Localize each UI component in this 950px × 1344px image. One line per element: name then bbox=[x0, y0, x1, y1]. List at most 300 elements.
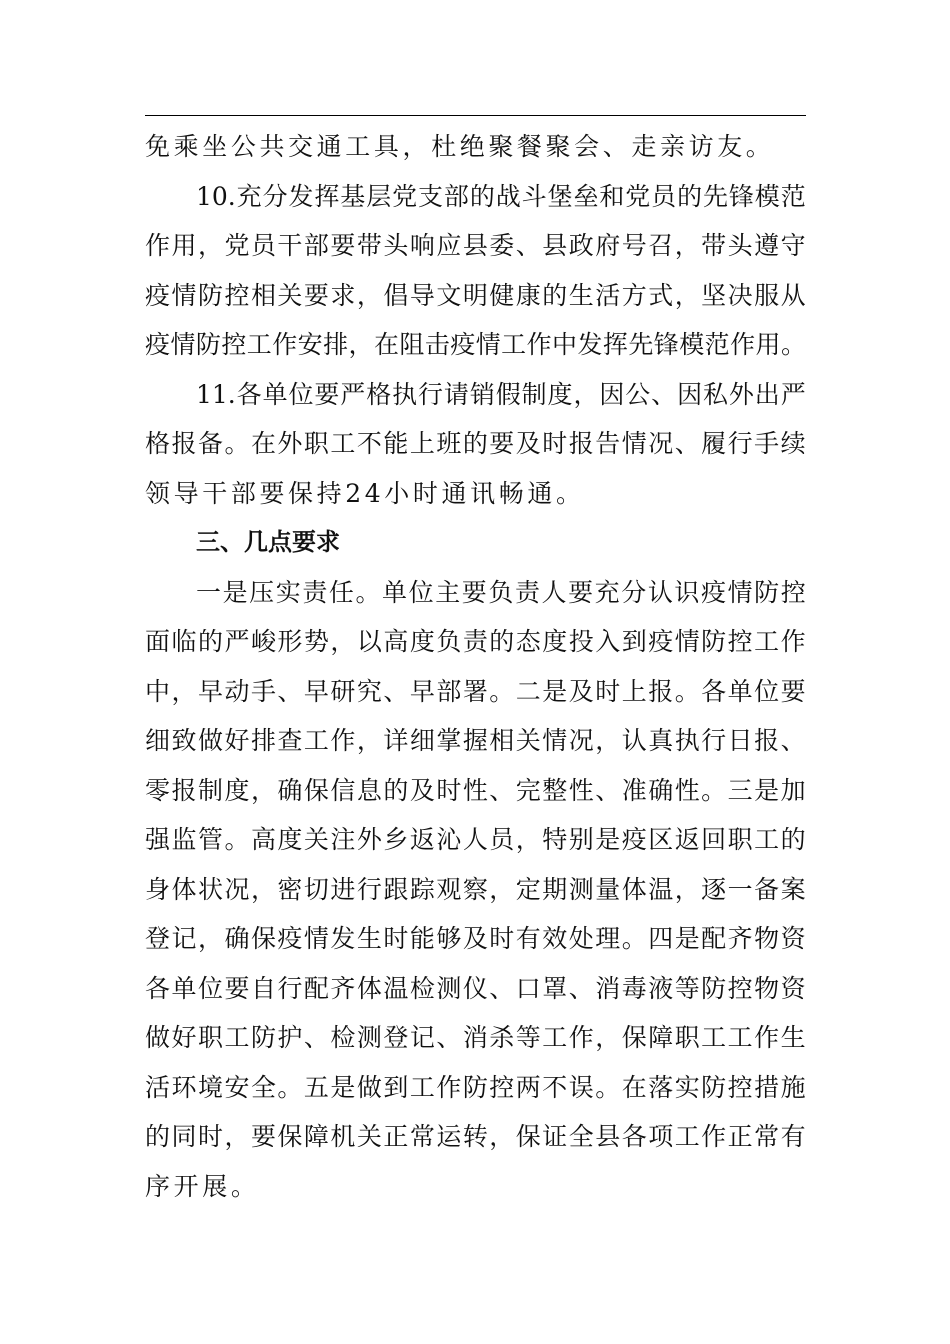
text-glyph: 期 bbox=[542, 874, 568, 904]
text-glyph: 性 bbox=[674, 775, 700, 805]
text-glyph: 。 bbox=[621, 924, 647, 953]
text-glyph: 续 bbox=[780, 429, 806, 458]
text-glyph: 返 bbox=[674, 825, 700, 854]
text-glyph: 活 bbox=[145, 1072, 171, 1102]
text-glyph: 出 bbox=[754, 379, 780, 409]
text-glyph: 层 bbox=[366, 181, 392, 211]
text-glyph: 关 bbox=[515, 726, 541, 755]
text-glyph: 党 bbox=[224, 231, 250, 260]
text-glyph: 决 bbox=[727, 280, 753, 310]
paragraph-line bbox=[145, 667, 806, 717]
text-glyph: 。 bbox=[745, 132, 775, 161]
text-glyph: 势 bbox=[303, 627, 329, 656]
text-glyph: ， bbox=[595, 1023, 621, 1052]
text-glyph: 充 bbox=[236, 181, 262, 211]
text-glyph: 齐 bbox=[330, 973, 356, 1003]
text-glyph: 职 bbox=[674, 1023, 700, 1052]
text-glyph: 情 bbox=[727, 577, 753, 607]
text-glyph: 党 bbox=[392, 181, 418, 211]
text-glyph: 工 bbox=[674, 1122, 700, 1151]
text-glyph: 在 bbox=[621, 1072, 647, 1102]
text-glyph: 情 bbox=[621, 429, 647, 458]
text-glyph: 行 bbox=[277, 973, 303, 1003]
text-glyph: 。 bbox=[224, 825, 250, 854]
text-glyph: ， bbox=[250, 775, 276, 805]
text-glyph: 告 bbox=[595, 429, 621, 458]
text-glyph: 安 bbox=[224, 1072, 250, 1102]
header-rule bbox=[145, 115, 806, 116]
text-glyph: 绝 bbox=[459, 132, 489, 161]
document-body bbox=[145, 122, 806, 1211]
text-glyph: 特 bbox=[542, 825, 568, 854]
text-glyph: 转 bbox=[462, 1122, 488, 1151]
text-glyph: 峻 bbox=[250, 627, 276, 656]
text-glyph: 挥 bbox=[314, 181, 340, 211]
text-glyph: 观 bbox=[436, 874, 462, 904]
text-glyph: 况 bbox=[224, 874, 250, 904]
text-glyph: 温 bbox=[383, 973, 409, 1003]
text-glyph: 疫 bbox=[621, 825, 647, 854]
paragraph-line bbox=[145, 815, 806, 865]
text-glyph: 干 bbox=[277, 231, 303, 260]
text-glyph: 控 bbox=[727, 973, 753, 1003]
text-glyph: 情 bbox=[475, 330, 501, 359]
text-glyph: 的 bbox=[489, 627, 515, 656]
text-glyph: 用 bbox=[755, 330, 781, 359]
text-glyph: 要 bbox=[314, 379, 340, 409]
text-glyph: ， bbox=[674, 280, 700, 310]
text-glyph: ， bbox=[573, 379, 599, 409]
text-glyph: 职 bbox=[197, 1023, 223, 1052]
text-glyph: 物 bbox=[754, 924, 780, 953]
text-glyph: 县 bbox=[462, 231, 488, 260]
text-glyph: 工 bbox=[303, 726, 329, 755]
text-glyph: 性 bbox=[462, 775, 488, 805]
text-glyph: 带 bbox=[356, 231, 382, 260]
text-glyph: 作 bbox=[754, 1023, 780, 1052]
text-glyph: 完 bbox=[515, 775, 541, 805]
text-glyph: 保 bbox=[621, 1023, 647, 1052]
text-glyph: 通 bbox=[441, 478, 471, 508]
text-glyph: 要 bbox=[250, 1122, 276, 1151]
paragraph-line bbox=[145, 320, 806, 370]
text-glyph: 负 bbox=[488, 577, 514, 607]
text-glyph: 控 bbox=[727, 1072, 753, 1102]
text-glyph: 范 bbox=[780, 181, 806, 211]
text-glyph: 认 bbox=[621, 726, 647, 755]
text-glyph: 时 bbox=[436, 775, 462, 805]
text-glyph: 守 bbox=[780, 231, 806, 260]
text-glyph: 面 bbox=[145, 627, 171, 656]
text-glyph: 党 bbox=[625, 181, 651, 211]
text-glyph: 度 bbox=[224, 775, 250, 805]
text-glyph: 坐 bbox=[202, 132, 231, 161]
text-glyph: 效 bbox=[542, 924, 568, 953]
text-glyph: 区 bbox=[648, 825, 674, 854]
text-glyph: 10. bbox=[196, 181, 236, 211]
text-glyph: 高 bbox=[383, 627, 409, 656]
text-glyph: 早 bbox=[303, 676, 329, 706]
text-glyph: 方 bbox=[621, 280, 647, 310]
text-glyph: 文 bbox=[436, 280, 462, 310]
text-glyph: 明 bbox=[462, 280, 488, 310]
text-glyph: 执 bbox=[674, 726, 700, 755]
text-glyph: 位 bbox=[754, 676, 780, 706]
text-glyph: 坚 bbox=[701, 280, 727, 310]
text-glyph: 、 bbox=[277, 676, 303, 706]
text-glyph: 项 bbox=[648, 1122, 674, 1151]
text-glyph: 及 bbox=[568, 676, 594, 706]
text-glyph: ， bbox=[595, 726, 621, 755]
text-glyph: 带 bbox=[701, 231, 727, 260]
text-glyph: 行 bbox=[701, 726, 727, 755]
text-glyph: 工 bbox=[330, 429, 356, 458]
text-glyph: 位 bbox=[408, 577, 434, 607]
text-glyph: 防 bbox=[701, 627, 727, 656]
text-glyph: 制 bbox=[521, 379, 547, 409]
text-glyph: 部 bbox=[436, 676, 462, 706]
text-glyph: 格 bbox=[145, 429, 171, 458]
text-glyph: 体 bbox=[171, 874, 197, 904]
text-glyph: 模 bbox=[679, 330, 705, 359]
paragraph-line bbox=[145, 914, 806, 964]
text-glyph: 要 bbox=[489, 429, 515, 458]
text-glyph: ， bbox=[250, 874, 276, 904]
text-glyph: 回 bbox=[701, 825, 727, 854]
text-glyph: 用 bbox=[171, 231, 197, 260]
text-glyph: 应 bbox=[436, 231, 462, 260]
text-glyph: 情 bbox=[542, 726, 568, 755]
text-glyph: 。 bbox=[701, 775, 727, 805]
text-glyph: 登 bbox=[145, 924, 171, 953]
text-glyph: 度 bbox=[547, 379, 573, 409]
paragraph-line bbox=[145, 1112, 806, 1162]
text-glyph: 。 bbox=[555, 478, 585, 508]
text-glyph: 具 bbox=[373, 132, 403, 161]
text-glyph: 上 bbox=[621, 676, 647, 706]
text-glyph: 的 bbox=[145, 1122, 171, 1151]
text-glyph: 细 bbox=[145, 726, 171, 755]
text-glyph: 控 bbox=[780, 577, 806, 607]
text-glyph: 常 bbox=[754, 1122, 780, 1151]
text-glyph: 支 bbox=[418, 181, 444, 211]
text-glyph: 政 bbox=[568, 231, 594, 260]
text-glyph: 行 bbox=[356, 874, 382, 904]
text-glyph: 齐 bbox=[727, 924, 753, 953]
text-glyph: 部 bbox=[303, 231, 329, 260]
text-glyph: 假 bbox=[495, 379, 521, 409]
text-glyph: 实 bbox=[275, 577, 301, 607]
text-glyph: 配 bbox=[303, 973, 329, 1003]
text-glyph: 配 bbox=[701, 924, 727, 953]
text-glyph: 行 bbox=[727, 429, 753, 458]
text-glyph: 防 bbox=[701, 1072, 727, 1102]
text-glyph: ， bbox=[356, 726, 382, 755]
text-glyph: 时 bbox=[542, 429, 568, 458]
text-glyph: 要 bbox=[461, 577, 487, 607]
text-glyph: 是 bbox=[754, 775, 780, 805]
text-glyph: 的 bbox=[542, 280, 568, 310]
text-glyph: 作 bbox=[568, 1023, 594, 1052]
text-glyph: 高 bbox=[250, 825, 276, 854]
text-glyph: 求 bbox=[330, 280, 356, 310]
text-glyph: 。 bbox=[355, 577, 381, 607]
text-glyph: 投 bbox=[568, 627, 594, 656]
text-glyph: 察 bbox=[462, 874, 488, 904]
text-glyph: 斗 bbox=[521, 181, 547, 211]
text-glyph: 握 bbox=[462, 726, 488, 755]
text-glyph: 因 bbox=[599, 379, 625, 409]
text-glyph: 的 bbox=[677, 181, 703, 211]
text-glyph: 公 bbox=[625, 379, 651, 409]
text-glyph: 序 bbox=[145, 1171, 174, 1201]
text-glyph: ， bbox=[674, 874, 700, 904]
text-glyph: 是 bbox=[674, 924, 700, 953]
text-glyph: 动 bbox=[224, 676, 250, 706]
text-glyph: 时 bbox=[595, 676, 621, 706]
text-glyph: 生 bbox=[356, 924, 382, 953]
text-glyph: 口 bbox=[515, 973, 541, 1003]
text-glyph: 人 bbox=[541, 577, 567, 607]
text-glyph: 职 bbox=[727, 825, 753, 854]
text-glyph: 致 bbox=[171, 726, 197, 755]
text-glyph: 日 bbox=[727, 726, 753, 755]
text-glyph: 两 bbox=[515, 1072, 541, 1102]
text-glyph: 要 bbox=[568, 577, 594, 607]
text-glyph: 时 bbox=[197, 1122, 223, 1151]
text-glyph: 毒 bbox=[621, 973, 647, 1003]
text-glyph: 常 bbox=[409, 1122, 435, 1151]
text-glyph: 会 bbox=[574, 132, 603, 161]
text-glyph: 、 bbox=[489, 775, 515, 805]
text-glyph: ， bbox=[489, 1122, 515, 1151]
text-glyph: 阻 bbox=[399, 330, 425, 359]
text-glyph: 量 bbox=[595, 874, 621, 904]
text-glyph: 资 bbox=[780, 924, 806, 953]
text-glyph: 同 bbox=[171, 1122, 197, 1151]
text-glyph: 临 bbox=[171, 627, 197, 656]
text-glyph: 情 bbox=[674, 627, 700, 656]
text-glyph: ， bbox=[171, 676, 197, 706]
text-glyph: 杀 bbox=[489, 1023, 515, 1052]
text-glyph: 真 bbox=[648, 726, 674, 755]
text-glyph: 况 bbox=[568, 726, 594, 755]
text-glyph: 踪 bbox=[409, 874, 435, 904]
text-glyph: 三 bbox=[727, 775, 753, 805]
text-glyph: 工 bbox=[224, 1023, 250, 1052]
text-glyph: 机 bbox=[330, 1122, 356, 1151]
text-glyph: 分 bbox=[621, 577, 647, 607]
text-glyph: 要 bbox=[780, 676, 806, 706]
text-glyph: 要 bbox=[259, 478, 289, 508]
text-glyph: 小 bbox=[384, 478, 413, 508]
text-glyph: 位 bbox=[288, 379, 314, 409]
text-glyph: 能 bbox=[383, 429, 409, 458]
text-glyph: 单 bbox=[171, 973, 197, 1003]
text-glyph: 的 bbox=[383, 775, 409, 805]
text-glyph: 、 bbox=[602, 132, 632, 161]
text-glyph: 基 bbox=[340, 181, 366, 211]
text-glyph: 各 bbox=[236, 379, 262, 409]
text-glyph: 温 bbox=[648, 874, 674, 904]
text-glyph: 人 bbox=[462, 825, 488, 854]
text-glyph: 仪 bbox=[462, 973, 488, 1003]
text-glyph: 作 bbox=[436, 1072, 462, 1102]
text-glyph: 餐 bbox=[516, 132, 546, 161]
text-glyph: 切 bbox=[303, 874, 329, 904]
text-glyph: 安 bbox=[297, 330, 323, 359]
text-glyph: 及 bbox=[515, 429, 541, 458]
text-glyph: 作 bbox=[272, 330, 298, 359]
text-glyph: 备 bbox=[754, 874, 780, 904]
text-glyph: 三 bbox=[196, 528, 220, 556]
text-glyph: 性 bbox=[568, 775, 594, 805]
text-glyph: 液 bbox=[648, 973, 674, 1003]
paragraph-line bbox=[145, 271, 806, 321]
text-glyph: 不 bbox=[356, 429, 382, 458]
text-glyph: 的 bbox=[780, 825, 806, 854]
text-glyph: 响 bbox=[409, 231, 435, 260]
text-glyph: 、 bbox=[651, 379, 677, 409]
text-glyph: 式 bbox=[648, 280, 674, 310]
text-glyph: 疫 bbox=[700, 577, 726, 607]
text-glyph: 工 bbox=[754, 627, 780, 656]
text-glyph: 管 bbox=[197, 825, 223, 854]
text-glyph: 工 bbox=[409, 1072, 435, 1102]
text-glyph: 友 bbox=[717, 132, 746, 161]
text-glyph: 认 bbox=[647, 577, 673, 607]
text-glyph: 理 bbox=[595, 924, 621, 953]
text-glyph: ， bbox=[489, 874, 515, 904]
text-glyph: 访 bbox=[688, 132, 718, 161]
text-glyph: 资 bbox=[780, 973, 806, 1003]
text-glyph: 锋 bbox=[653, 330, 679, 359]
text-glyph: 杜 bbox=[431, 132, 460, 161]
text-glyph: 各 bbox=[621, 1122, 647, 1151]
text-glyph: 工 bbox=[501, 330, 527, 359]
text-glyph: 干 bbox=[202, 478, 231, 508]
text-glyph: 交 bbox=[288, 132, 317, 161]
text-glyph: 的 bbox=[462, 429, 488, 458]
text-glyph: 上 bbox=[409, 429, 435, 458]
text-glyph: 报 bbox=[568, 429, 594, 458]
text-glyph: 测 bbox=[436, 973, 462, 1003]
text-glyph: 、 bbox=[568, 973, 594, 1003]
text-glyph: 要 bbox=[303, 280, 329, 310]
text-glyph: 严 bbox=[224, 627, 250, 656]
text-glyph: 责 bbox=[514, 577, 540, 607]
text-glyph: 记 bbox=[409, 1023, 435, 1052]
text-glyph: 自 bbox=[250, 973, 276, 1003]
text-glyph: 发 bbox=[577, 330, 603, 359]
text-glyph: 登 bbox=[383, 1023, 409, 1052]
text-glyph: 体 bbox=[621, 874, 647, 904]
paragraph-line bbox=[145, 370, 806, 420]
text-glyph: 够 bbox=[436, 924, 462, 953]
text-glyph: 部 bbox=[443, 181, 469, 211]
text-glyph: 号 bbox=[621, 231, 647, 260]
text-glyph: 确 bbox=[648, 775, 674, 805]
text-glyph: 、 bbox=[303, 1023, 329, 1052]
text-glyph: 防 bbox=[195, 330, 221, 359]
text-glyph: ， bbox=[402, 132, 432, 161]
text-glyph: 和 bbox=[599, 181, 625, 211]
text-glyph: 、 bbox=[674, 429, 700, 458]
text-glyph: 的 bbox=[197, 627, 223, 656]
text-glyph: 格 bbox=[366, 379, 392, 409]
text-glyph: 服 bbox=[754, 280, 780, 310]
text-glyph: 范 bbox=[704, 330, 730, 359]
text-glyph: 境 bbox=[197, 1072, 223, 1102]
text-glyph: 开 bbox=[173, 1171, 203, 1201]
text-glyph: 关 bbox=[356, 1122, 382, 1151]
text-glyph: 入 bbox=[595, 627, 621, 656]
text-glyph: 案 bbox=[780, 874, 806, 904]
text-glyph: 查 bbox=[277, 726, 303, 755]
text-glyph: 走 bbox=[631, 132, 660, 161]
text-glyph: 确 bbox=[277, 775, 303, 805]
text-glyph: 保 bbox=[288, 478, 317, 508]
text-glyph: 讯 bbox=[470, 478, 499, 508]
text-glyph: 私 bbox=[702, 379, 728, 409]
text-glyph: 检 bbox=[330, 1023, 356, 1052]
text-glyph: 展 bbox=[202, 1171, 231, 1201]
text-glyph: 息 bbox=[356, 775, 382, 805]
text-glyph: 作 bbox=[330, 726, 356, 755]
text-glyph: 、 bbox=[780, 726, 806, 755]
text-glyph: 工 bbox=[727, 1023, 753, 1052]
text-glyph: ， bbox=[197, 924, 223, 953]
text-glyph: 导 bbox=[173, 478, 203, 508]
text-glyph: 生 bbox=[568, 280, 594, 310]
text-glyph: 、 bbox=[436, 1023, 462, 1052]
section-heading bbox=[145, 518, 806, 568]
text-glyph: 误 bbox=[568, 1072, 594, 1102]
text-glyph: 、 bbox=[220, 528, 244, 556]
text-glyph: 二 bbox=[515, 676, 541, 706]
text-glyph: 制 bbox=[197, 775, 223, 805]
paragraph-line bbox=[145, 172, 806, 222]
text-glyph: 压 bbox=[249, 577, 275, 607]
text-glyph: 员 bbox=[250, 231, 276, 260]
text-glyph: 密 bbox=[277, 874, 303, 904]
text-glyph: 运 bbox=[436, 1122, 462, 1151]
text-glyph: 要 bbox=[292, 528, 316, 556]
text-glyph: 相 bbox=[250, 280, 276, 310]
text-glyph: 罩 bbox=[542, 973, 568, 1003]
text-glyph: 做 bbox=[356, 1072, 382, 1102]
paragraph-line bbox=[145, 221, 806, 271]
text-glyph: 工 bbox=[701, 1023, 727, 1052]
text-glyph: 、 bbox=[383, 676, 409, 706]
text-glyph: 实 bbox=[674, 1072, 700, 1102]
paragraph-line bbox=[145, 1013, 806, 1063]
text-glyph: 检 bbox=[409, 973, 435, 1003]
text-glyph: 信 bbox=[330, 775, 356, 805]
text-glyph: 保 bbox=[303, 775, 329, 805]
text-glyph: 防 bbox=[197, 280, 223, 310]
text-glyph: 一 bbox=[727, 874, 753, 904]
text-glyph: 各 bbox=[145, 973, 171, 1003]
text-glyph: 委 bbox=[489, 231, 515, 260]
text-glyph: 报 bbox=[754, 726, 780, 755]
text-glyph: 。 bbox=[489, 676, 515, 706]
text-glyph: 发 bbox=[288, 181, 314, 211]
text-glyph: 工 bbox=[345, 132, 374, 161]
text-glyph: 环 bbox=[171, 1072, 197, 1102]
text-glyph: 、 bbox=[489, 973, 515, 1003]
text-glyph: 工 bbox=[754, 825, 780, 854]
